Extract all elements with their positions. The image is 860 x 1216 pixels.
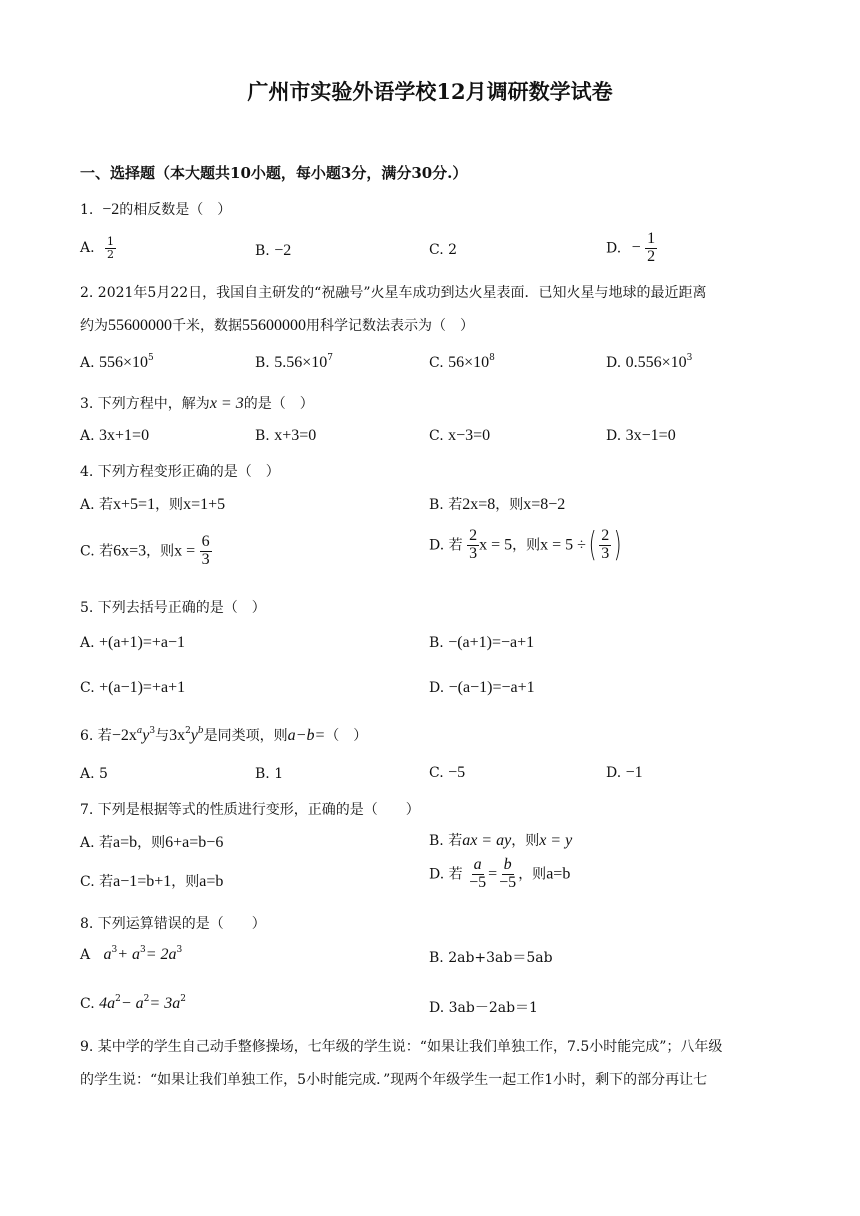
q8-option-b: B. 2ab+3ab＝5ab: [429, 950, 553, 966]
question-9-line2: 的学生说：“如果让我们单独工作，5小时能完成．”现两个年级学生一起工作1小时，剩下的部分再让七: [80, 1072, 708, 1088]
q1-math: −2: [102, 201, 120, 218]
q8-option-d: D. 3ab－2ab＝1: [429, 1000, 538, 1016]
q3-option-c: C. x−3=0: [429, 427, 491, 444]
question-2-line2: 约为55600000千米，数据55600000用科学记数法表示为（ ）: [80, 317, 474, 334]
question-9-line1: 9. 某中学的学生自己动手整修操场，七年级的学生说：“如果让我们单独工作，7.5小时能完成”；八年级: [80, 1039, 723, 1055]
q6-option-b: B. 1: [255, 766, 284, 782]
q2-option-c: C. $56\times 10^8$: [429, 353, 495, 371]
q8-option-c: C. $4a^2- a^2= 3a^2$: [80, 994, 186, 1012]
q5-option-d: D. −(a−1)=−a+1: [429, 679, 535, 696]
q6-option-c: C. −5: [429, 764, 466, 781]
q2-option-d: D. $0.556\times 10^3$: [606, 353, 693, 371]
question-8-stem: 8. 下列运算错误的是（ ）: [80, 916, 266, 932]
q4-option-b: B. 若2x=8，则x=8−2: [429, 496, 566, 513]
q1-option-d: D. − $\frac{1}{2}$: [606, 230, 656, 265]
question-7-stem: 7. 下列是根据等式的性质进行变形，正确的是（ ）: [80, 802, 420, 818]
question-3-stem: 3. 下列方程中，解为x = 3的是（ ）: [80, 395, 314, 412]
q7-option-c: C. 若a−1=b+1，则a=b: [80, 873, 224, 890]
q1-option-b: B. −2: [255, 242, 292, 259]
q4-option-c: C. 若6x=3，则x = $\frac{6}{3}$: [80, 533, 210, 568]
q7-option-d: D. 若 $\frac{a}{-5}$ = $\frac{b}{-5}$ ，则a=b: [429, 856, 571, 891]
q3-option-b: B. x+3=0: [255, 427, 317, 444]
page-title: 广州市实验外语学校12月调研数学试卷: [247, 79, 613, 104]
q3-option-d: D. 3x−1=0: [606, 427, 676, 444]
question-5-stem: 5. 下列去括号正确的是（ ）: [80, 600, 266, 616]
q2-option-a: A. $556\times 10^5$: [80, 353, 154, 371]
q4-option-a: A. 若x+5=1，则x=1+5: [80, 496, 226, 513]
q3-option-a: A. 3x+1=0: [80, 427, 150, 444]
q2-option-b: B. $5.56\times 10^7$: [255, 353, 333, 371]
question-4-stem: 4. 下列方程变形正确的是（ ）: [80, 464, 280, 480]
q4-option-d: D. 若 $\frac{2}{3}$ x = 5，则x = 5 ÷( $\frac{2}{3}$ ): [429, 525, 622, 566]
q6-option-d: D. −1: [606, 764, 643, 781]
question-2-line1: 2. 2021年5月22日，我国自主研发的“祝融号”火星车成功到达火星表面．已知火星与地球的最近距离: [80, 285, 707, 301]
question-1-stem: 1. −2的相反数是（ ）: [80, 201, 232, 218]
question-6-stem: 6. 若$-2x^ay^3$与$3x^2y^b$是同类项，则a−b=（ ）: [80, 726, 368, 744]
q1-option-c: C. 2: [429, 242, 458, 258]
q6-option-a: A. 5: [80, 766, 108, 782]
q5-option-a: A. +(a+1)=+a−1: [80, 634, 185, 651]
q8-option-a: A $a^3+ a^3= 2a^3$: [80, 945, 183, 963]
q7-option-a: A. 若a=b，则6+a=b−6: [80, 834, 224, 851]
section-heading: 一、选择题（本大题共10小题，每小题3分，满分30分.）: [80, 164, 468, 182]
q5-option-b: B. −(a+1)=−a+1: [429, 634, 535, 651]
q7-option-b: B. 若ax = ay，则x = y: [429, 832, 573, 849]
q5-option-c: C. +(a−1)=+a+1: [80, 679, 186, 696]
q1-option-a: A. $\frac{1}{2}$: [80, 235, 115, 261]
